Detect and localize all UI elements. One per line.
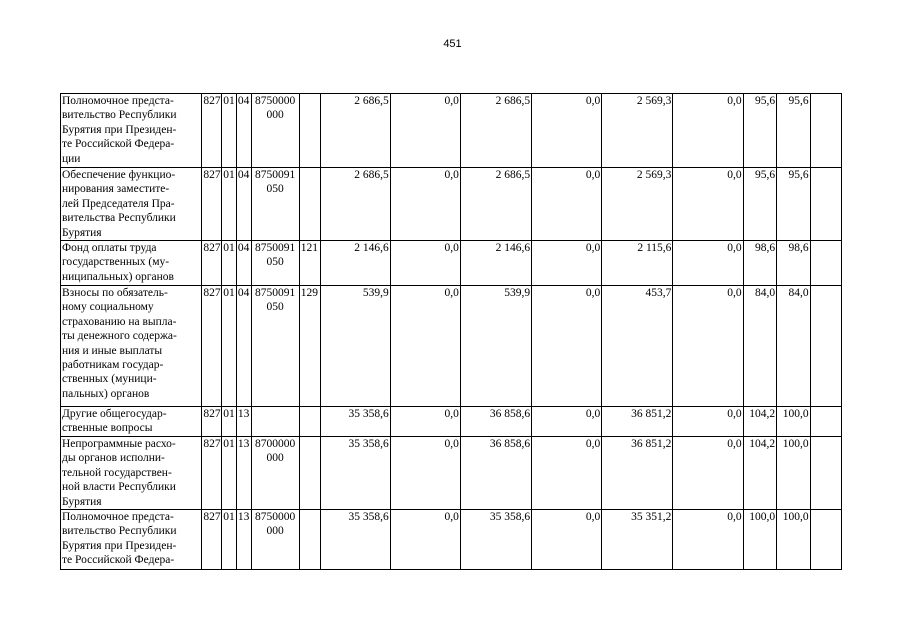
csr-code-cell — [251, 437, 299, 510]
vr-code-cell — [299, 94, 320, 168]
value-cell-2: 0,0 — [390, 286, 460, 407]
value-cell-6: 0,0 — [673, 510, 743, 570]
pr-code-cell: 04 — [236, 94, 251, 168]
value-cell-3: 2 686,5 — [460, 94, 531, 168]
empty-cell — [810, 168, 841, 241]
ved-code-cell: 827 — [202, 168, 222, 241]
value-cell-2: 0,0 — [390, 168, 460, 241]
pr-code-cell: 13 — [236, 510, 251, 570]
value-cell-4: 0,0 — [532, 437, 602, 510]
csr-code-line: 050 — [266, 183, 284, 196]
percent-cell-1: 104,2 — [743, 437, 777, 510]
value-cell-5: 2 569,3 — [602, 168, 673, 241]
empty-cell — [810, 241, 841, 286]
rz-code-cell: 01 — [222, 407, 237, 437]
row-name-line: ты денежного содержа- — [62, 330, 177, 343]
row-name-cell — [61, 407, 202, 437]
vr-code-cell — [299, 437, 320, 510]
row-name-cell — [61, 437, 202, 510]
ved-code-cell: 827 — [202, 94, 222, 168]
ved-code-cell: 827 — [202, 286, 222, 407]
vr-code-cell — [299, 510, 320, 570]
csr-code-cell — [251, 168, 299, 241]
percent-cell-1: 100,0 — [743, 510, 777, 570]
row-name-cell — [61, 286, 202, 407]
csr-code-line: 050 — [266, 301, 284, 314]
pr-code-cell: 04 — [236, 241, 251, 286]
csr-code-line: 000 — [266, 109, 284, 122]
value-cell-4: 0,0 — [532, 94, 602, 168]
row-name-line: Полномочное предста- — [62, 95, 174, 107]
value-cell-4: 0,0 — [532, 510, 602, 570]
csr-code-cell — [251, 94, 299, 168]
row-name-line: Бурятия при Президен- — [62, 123, 177, 136]
csr-code-line: 8750000 — [254, 511, 296, 524]
value-cell-4: 0,0 — [532, 407, 602, 437]
value-cell-4: 0,0 — [532, 286, 602, 407]
percent-cell-1: 84,0 — [743, 286, 777, 407]
row-name-line: Бурятия — [62, 226, 102, 239]
row-name-line: ды органов исполни- — [62, 452, 165, 465]
value-cell-5: 2 569,3 — [602, 94, 673, 168]
value-cell-2: 0,0 — [390, 94, 460, 168]
row-name-line: ции — [62, 152, 81, 165]
percent-cell-2: 95,6 — [777, 168, 811, 241]
csr-code-cell — [251, 286, 299, 407]
value-cell-6: 0,0 — [673, 407, 743, 437]
csr-code-cell — [251, 510, 299, 570]
value-cell-4: 0,0 — [532, 241, 602, 286]
percent-cell-1: 95,6 — [743, 168, 777, 241]
value-cell-3: 539,9 — [460, 286, 531, 407]
table-row — [61, 510, 842, 570]
vr-code-cell — [299, 407, 320, 437]
value-cell-4: 0,0 — [532, 168, 602, 241]
table-row — [61, 437, 842, 510]
csr-code-cell — [251, 241, 299, 286]
value-cell-6: 0,0 — [673, 94, 743, 168]
budget-table — [60, 93, 842, 570]
row-name-line: Полномочное предста- — [62, 511, 174, 524]
percent-cell-1: 95,6 — [743, 94, 777, 168]
row-name-line: Бурятия при Президен- — [62, 539, 177, 552]
percent-cell-2: 100,0 — [777, 407, 811, 437]
value-cell-3: 35 358,6 — [460, 510, 531, 570]
percent-cell-2: 95,6 — [777, 94, 811, 168]
row-name-line: ственных (муници- — [62, 373, 157, 386]
value-cell-6: 0,0 — [673, 437, 743, 510]
rz-code-cell: 01 — [222, 286, 237, 407]
csr-code-line: 8750091 — [254, 242, 296, 255]
empty-cell — [810, 437, 841, 510]
pr-code-cell: 13 — [236, 437, 251, 510]
value-cell-6: 0,0 — [673, 286, 743, 407]
vr-code-cell: 129 — [299, 286, 320, 407]
row-name-line: государственных (му- — [62, 256, 170, 269]
pr-code-cell: 13 — [236, 407, 251, 437]
value-cell-2: 0,0 — [390, 241, 460, 286]
ved-code-cell: 827 — [202, 510, 222, 570]
table-row — [61, 407, 842, 437]
rz-code-cell: 01 — [222, 241, 237, 286]
value-cell-2: 0,0 — [390, 510, 460, 570]
csr-code-line: 050 — [266, 256, 284, 269]
rz-code-cell: 01 — [222, 168, 237, 241]
row-name-line: ния и иные выплаты — [62, 344, 163, 357]
table-body — [61, 94, 842, 570]
value-cell-2: 0,0 — [390, 407, 460, 437]
row-name-line: Обеспечение функцио- — [62, 169, 176, 181]
value-cell-1: 2 686,5 — [320, 168, 390, 241]
csr-code-line: 000 — [266, 452, 284, 465]
value-cell-3: 36 858,6 — [460, 437, 531, 510]
row-name-line: работникам государ- — [62, 359, 164, 372]
csr-code-line: 000 — [266, 525, 284, 538]
table-row — [61, 94, 842, 168]
table-row — [61, 241, 842, 286]
csr-code-line: 8750091 — [254, 169, 296, 181]
value-cell-5: 36 851,2 — [602, 437, 673, 510]
row-name-line: ному социальному — [62, 301, 154, 314]
row-name-line: ной власти Республики — [62, 481, 176, 494]
ved-code-cell: 827 — [202, 241, 222, 286]
percent-cell-1: 98,6 — [743, 241, 777, 286]
pr-code-cell: 04 — [236, 168, 251, 241]
vr-code-cell: 121 — [299, 241, 320, 286]
row-name-cell — [61, 168, 202, 241]
percent-cell-2: 100,0 — [777, 437, 811, 510]
row-name-line: вительство Республики — [62, 109, 177, 122]
value-cell-3: 2 686,5 — [460, 168, 531, 241]
ved-code-cell: 827 — [202, 407, 222, 437]
csr-code-line: 8700000 — [254, 438, 296, 451]
ved-code-cell: 827 — [202, 437, 222, 510]
empty-cell — [810, 407, 841, 437]
row-name-line: Фонд оплаты труда — [62, 242, 157, 255]
row-name-line: те Российской Федера- — [62, 554, 175, 567]
row-name-line: те Российской Федера- — [62, 138, 175, 151]
pr-code-cell: 04 — [236, 286, 251, 407]
percent-cell-2: 84,0 — [777, 286, 811, 407]
csr-code-line: 8750091 — [254, 287, 296, 300]
value-cell-1: 35 358,6 — [320, 407, 390, 437]
row-name-line: Другие общегосудар- — [62, 408, 167, 421]
csr-code-cell — [251, 407, 299, 437]
value-cell-5: 35 351,2 — [602, 510, 673, 570]
rz-code-cell: 01 — [222, 437, 237, 510]
table-row — [61, 168, 842, 241]
value-cell-1: 35 358,6 — [320, 437, 390, 510]
row-name-line: лей Председателя Пра- — [62, 197, 175, 210]
row-name-line: ниципальных) органов — [62, 270, 174, 283]
empty-cell — [810, 94, 841, 168]
value-cell-1: 35 358,6 — [320, 510, 390, 570]
value-cell-1: 2 146,6 — [320, 241, 390, 286]
percent-cell-2: 98,6 — [777, 241, 811, 286]
value-cell-1: 2 686,5 — [320, 94, 390, 168]
empty-cell — [810, 510, 841, 570]
row-name-cell — [61, 94, 202, 168]
row-name-line: вительства Республики — [62, 212, 176, 225]
row-name-cell — [61, 241, 202, 286]
value-cell-5: 453,7 — [602, 286, 673, 407]
value-cell-5: 2 115,6 — [602, 241, 673, 286]
table-row — [61, 286, 842, 407]
value-cell-3: 36 858,6 — [460, 407, 531, 437]
csr-code-line: 8750000 — [254, 95, 296, 107]
value-cell-3: 2 146,6 — [460, 241, 531, 286]
value-cell-1: 539,9 — [320, 286, 390, 407]
value-cell-6: 0,0 — [673, 241, 743, 286]
vr-code-cell — [299, 168, 320, 241]
row-name-line: тельной государствен- — [62, 466, 172, 479]
row-name-line: Непрограммные расхо- — [62, 438, 176, 451]
row-name-line: Взносы по обязатель- — [62, 287, 168, 300]
row-name-line: вительство Республики — [62, 525, 177, 538]
row-name-line: Бурятия — [62, 495, 102, 508]
value-cell-5: 36 851,2 — [602, 407, 673, 437]
row-name-line: страхованию на выпла- — [62, 315, 177, 328]
page-number: 451 — [443, 38, 462, 50]
rz-code-cell: 01 — [222, 510, 237, 570]
row-name-line: нирования заместите- — [62, 183, 170, 196]
rz-code-cell: 01 — [222, 94, 237, 168]
value-cell-6: 0,0 — [673, 168, 743, 241]
row-name-line: ственные вопросы — [62, 422, 153, 435]
value-cell-2: 0,0 — [390, 437, 460, 510]
row-name-cell — [61, 510, 202, 570]
percent-cell-1: 104,2 — [743, 407, 777, 437]
row-name-line: пальных) органов — [62, 387, 150, 400]
empty-cell — [810, 286, 841, 407]
percent-cell-2: 100,0 — [777, 510, 811, 570]
